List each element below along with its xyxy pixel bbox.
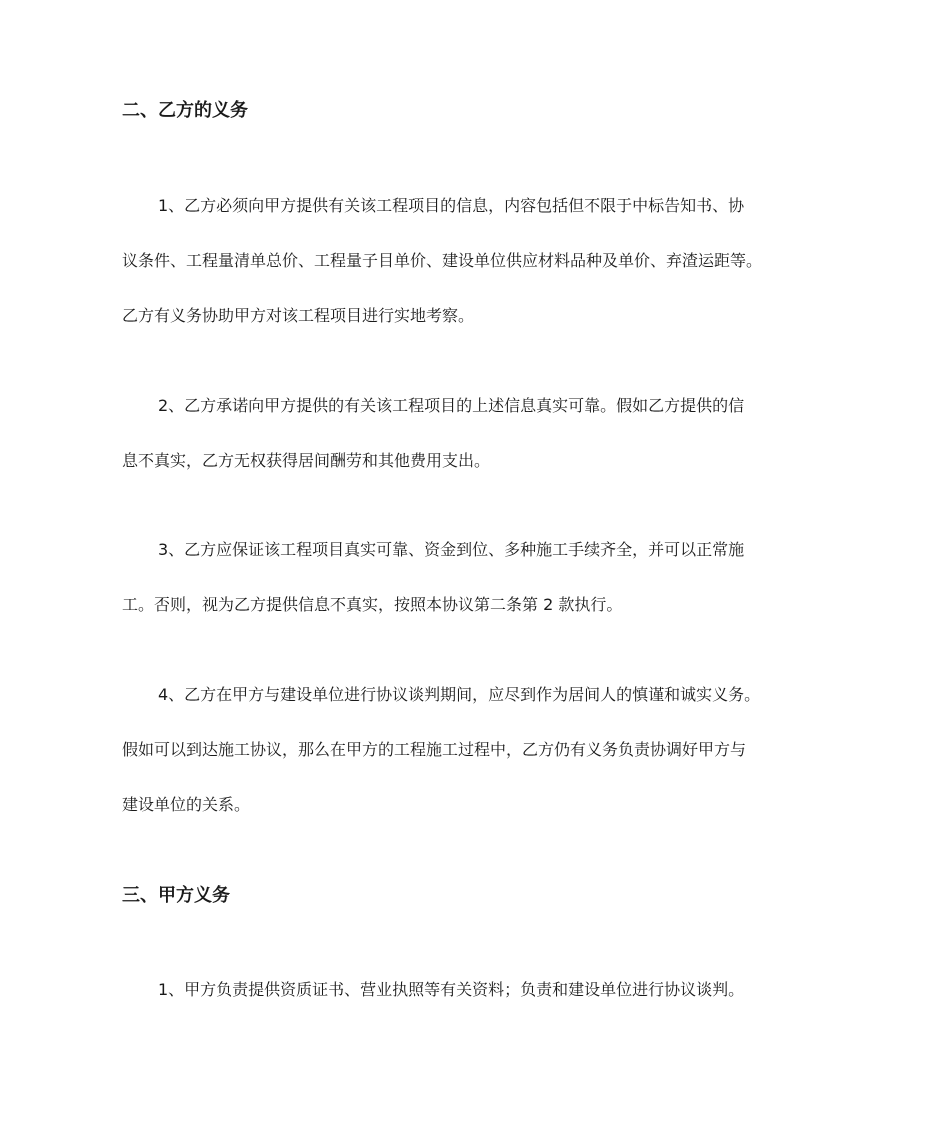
paragraph-line: 假如可以到达施工协议，那么在甲方的工程施工过程中，乙方仍有义务负责协调好甲方与 bbox=[122, 740, 747, 759]
paragraph-line: 议条件、工程量清单总价、工程量子目单价、建设单位供应材料品种及单价、弃渣运距等。 bbox=[122, 251, 763, 270]
paragraph-line: 工。否则，视为乙方提供信息不真实，按照本协议第二条第 2 款执行。 bbox=[122, 595, 623, 614]
paragraph-b-4 bbox=[122, 667, 832, 832]
section-heading-party-b-obligations: 二、乙方的义务 bbox=[122, 100, 248, 121]
paragraph-line: 1、甲方负责提供资质证书、营业执照等有关资料；负责和建设单位进行协议谈判。 bbox=[158, 980, 745, 999]
paragraph-line: 3、乙方应保证该工程项目真实可靠、资金到位、多种施工手续齐全，并可以正常施 bbox=[158, 540, 745, 559]
paragraph-line: 4、乙方在甲方与建设单位进行协议谈判期间，应尽到作为居间人的慎谨和诚实义务。 bbox=[158, 685, 761, 704]
paragraph-b-1 bbox=[122, 178, 832, 343]
section-heading-party-a-obligations: 三、甲方义务 bbox=[122, 885, 230, 906]
paragraph-line: 1、乙方必须向甲方提供有关该工程项目的信息，内容包括但不限于中标告知书、协 bbox=[158, 196, 745, 215]
paragraph-line: 息不真实，乙方无权获得居间酬劳和其他费用支出。 bbox=[122, 451, 491, 470]
paragraph-line: 乙方有义务协助甲方对该工程项目进行实地考察。 bbox=[122, 306, 475, 325]
paragraph-b-3 bbox=[122, 522, 832, 632]
paragraph-line: 2、乙方承诺向甲方提供的有关该工程项目的上述信息真实可靠。假如乙方提供的信 bbox=[158, 396, 745, 415]
paragraph-a-1 bbox=[122, 962, 832, 1017]
paragraph-line: 建设单位的关系。 bbox=[122, 795, 251, 814]
paragraph-b-2 bbox=[122, 378, 832, 488]
